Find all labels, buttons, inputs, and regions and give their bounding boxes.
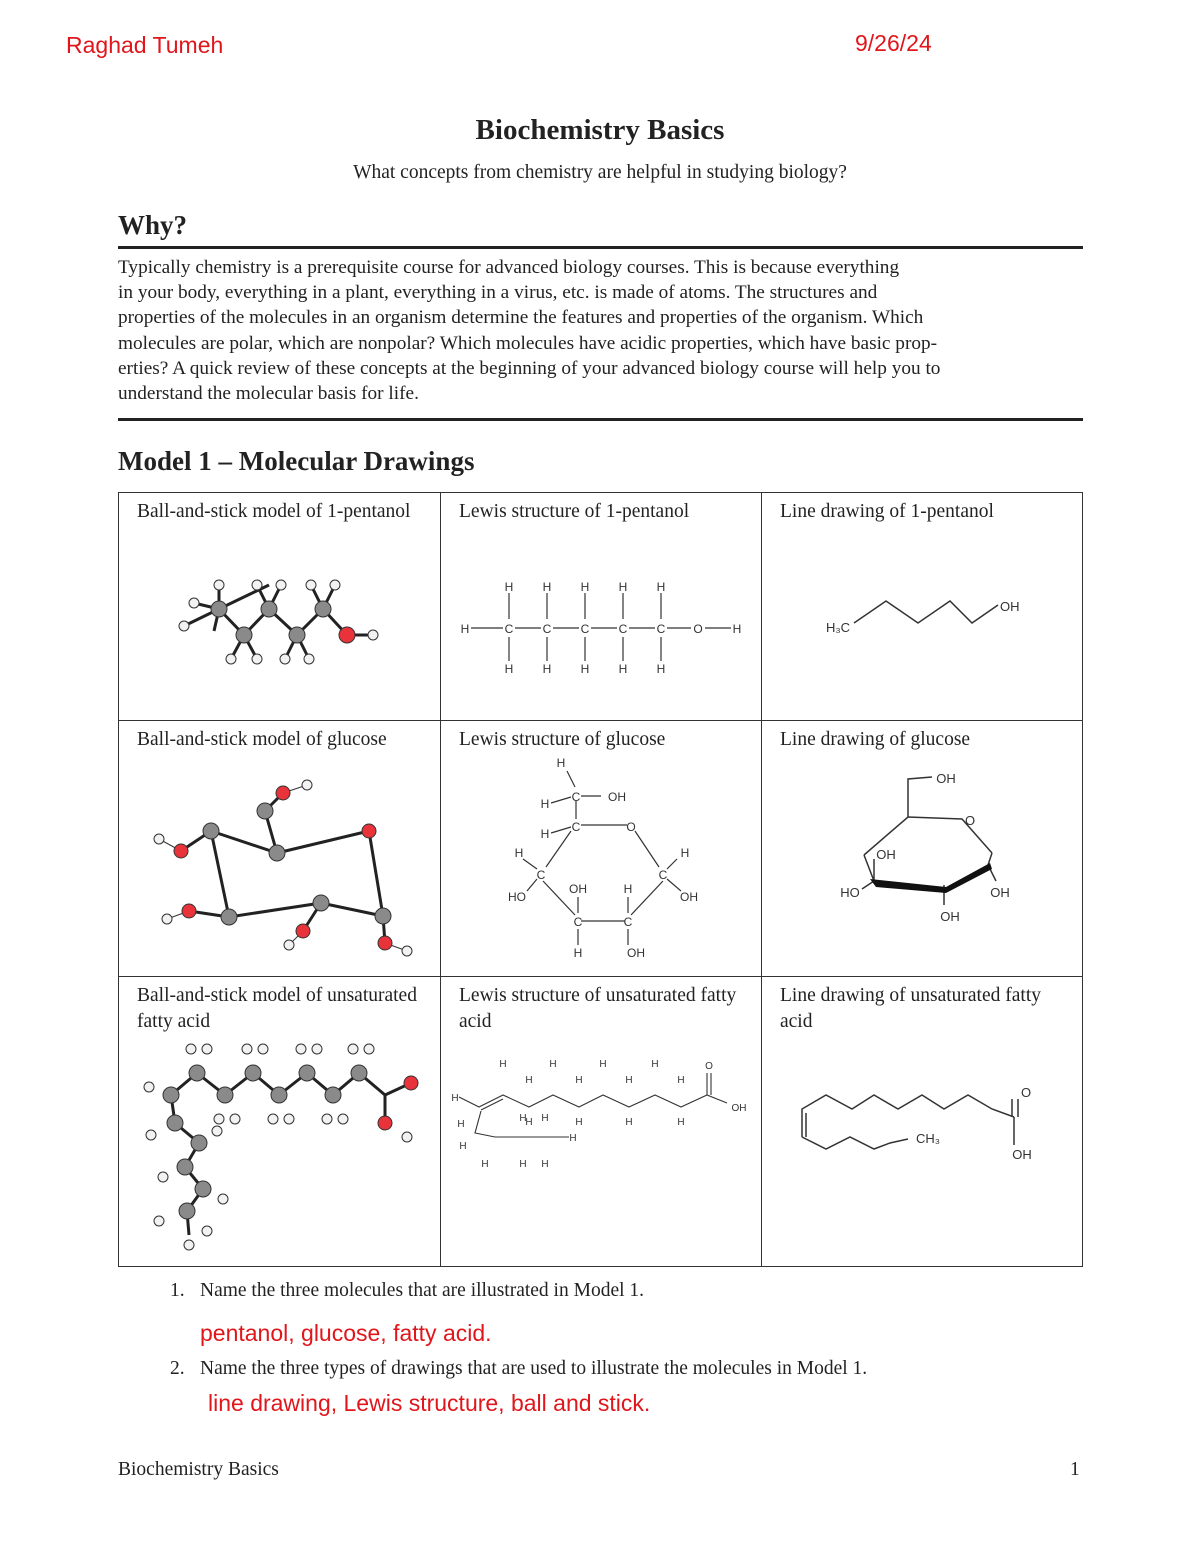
- atom-label-o: O: [964, 813, 976, 828]
- atom-label-h: H: [677, 1117, 685, 1128]
- atom-label-h: H: [542, 580, 552, 594]
- atom-label-c: C: [656, 622, 666, 636]
- page-subtitle: What concepts from chemistry are helpful in studying biology?: [353, 162, 847, 183]
- answer-1-annotation: pentanol, glucose, fatty acid.: [200, 1320, 492, 1346]
- atom-label-oh: OH: [1012, 1147, 1032, 1162]
- atom-label-h: H: [732, 622, 742, 636]
- glucose-line-diagram: [762, 721, 1083, 977]
- page-number: 1: [1070, 1459, 1080, 1480]
- atom-label-h: H: [540, 797, 550, 811]
- atom-label-h: H: [625, 1117, 633, 1128]
- cell-pentanol-ball-and-stick: [119, 493, 441, 721]
- fatty-acid-ball-and-stick-diagram: [119, 977, 441, 1267]
- atom-label-oh: OH: [940, 909, 960, 924]
- atom-label-h: H: [573, 946, 583, 960]
- cell-label: Line drawing of 1-pentanol: [780, 501, 994, 522]
- pentanol-line-diagram: [762, 493, 1083, 721]
- atom-label-h: H: [575, 1117, 583, 1128]
- atom-label-h: H: [618, 580, 628, 594]
- question-number: 2.: [170, 1358, 185, 1379]
- atom-label-h: H: [514, 846, 524, 860]
- atom-label-h: H: [459, 1141, 467, 1152]
- cell-label: Lewis structure of unsaturated fatty acid: [459, 985, 737, 1032]
- atom-label-h: H: [625, 1075, 633, 1086]
- atom-label-h: H: [525, 1117, 533, 1128]
- atom-label-ho: HO: [840, 885, 860, 900]
- atom-label-o: O: [705, 1061, 713, 1072]
- question-number: 1.: [170, 1280, 185, 1301]
- cell-fatty-acid-line-drawing: [762, 977, 1083, 1267]
- why-heading: Why?: [118, 210, 188, 240]
- why-line: in your body, everything in a plant, everything in a virus, etc. is made of atoms. The structures and: [118, 282, 878, 304]
- cell-pentanol-lewis: [441, 493, 762, 721]
- question-text: Name the three types of drawings that are used to illustrate the molecules in Model 1.: [200, 1358, 868, 1379]
- model-1-heading: Model 1 – Molecular Drawings: [118, 446, 475, 476]
- glucose-ball-and-stick-diagram: [119, 721, 441, 977]
- cell-label: Line drawing of glucose: [780, 729, 971, 750]
- atom-label-h: H: [677, 1075, 685, 1086]
- model-1-table: [118, 492, 1083, 1267]
- fatty-acid-lewis-diagram: [441, 977, 762, 1267]
- atom-label-o: O: [1020, 1085, 1032, 1100]
- fatty-acid-line-diagram: [762, 977, 1083, 1267]
- atom-label-oh: OH: [608, 790, 626, 804]
- atom-label-h: H: [460, 622, 470, 636]
- atom-label-h: H: [599, 1059, 607, 1070]
- atom-label-c: C: [658, 868, 668, 882]
- cell-glucose-lewis: [441, 721, 762, 977]
- atom-label-h: H: [499, 1059, 507, 1070]
- atom-label-o: O: [626, 820, 636, 834]
- date-annotation: 9/26/24: [855, 30, 932, 56]
- atom-label-h: H: [504, 580, 514, 594]
- cell-glucose-ball-and-stick: [119, 721, 441, 977]
- atom-label-o: O: [693, 622, 703, 636]
- atom-label-h: H: [481, 1159, 489, 1170]
- atom-label-c: C: [536, 868, 546, 882]
- atom-label-oh: OH: [627, 946, 645, 960]
- atom-label-h: H: [525, 1075, 533, 1086]
- atom-label-h: H: [618, 662, 628, 676]
- why-line: molecules are polar, which are nonpolar? Which molecules have acidic properties, which have basic prop-: [118, 332, 938, 354]
- glucose-lewis-diagram: [441, 721, 762, 977]
- cell-glucose-line-drawing: [762, 721, 1083, 977]
- atom-label-h: H: [656, 662, 666, 676]
- atom-label-oh: OH: [680, 890, 698, 904]
- why-line: properties of the molecules in an organism determine the features and properties of the organism. Which: [118, 307, 924, 329]
- atom-label-h: H: [575, 1075, 583, 1086]
- cell-label: Lewis structure of glucose: [459, 729, 666, 750]
- atom-label-c: C: [571, 820, 581, 834]
- atom-label-h: H: [680, 846, 690, 860]
- why-line: understand the molecular basis for life.: [118, 383, 419, 405]
- pentanol-lewis-diagram: [441, 493, 762, 721]
- atom-label-h: H: [580, 662, 590, 676]
- atom-label-h: H: [623, 882, 633, 896]
- cell-label: Ball-and-stick model of unsaturated fatty acid: [137, 985, 417, 1032]
- atom-label-c: C: [618, 622, 628, 636]
- page-title: Biochemistry Basics: [475, 114, 725, 146]
- atom-label-h: H: [656, 580, 666, 594]
- atom-label-h: H: [540, 827, 550, 841]
- atom-label-h: H: [580, 580, 590, 594]
- cell-label: Lewis structure of 1-pentanol: [459, 501, 690, 522]
- why-paragraph: [118, 255, 1083, 406]
- cell-fatty-acid-ball-and-stick: [119, 977, 441, 1267]
- atom-label-oh: OH: [1000, 599, 1020, 614]
- atom-label-h: H: [651, 1059, 659, 1070]
- atom-label-h: H: [519, 1113, 527, 1124]
- atom-label-h: H: [569, 1133, 577, 1144]
- section-divider: [118, 418, 1083, 421]
- question-text: Name the three molecules that are illustrated in Model 1.: [200, 1280, 645, 1301]
- atom-label-c: C: [623, 915, 633, 929]
- cell-fatty-acid-lewis: [441, 977, 762, 1267]
- question-1: [170, 1280, 644, 1302]
- atom-label-ho: HO: [508, 890, 526, 904]
- cell-label: Line drawing of unsaturated fatty acid: [780, 985, 1041, 1032]
- why-line: erties? A quick review of these concepts at the beginning of your advanced biology course will help you to: [118, 357, 941, 379]
- atom-label-oh: OH: [731, 1103, 747, 1114]
- question-2: [170, 1358, 867, 1380]
- pentanol-ball-and-stick-diagram: [119, 493, 441, 721]
- atom-label-c: C: [571, 790, 581, 804]
- atom-label-h: H: [457, 1119, 465, 1130]
- atom-label-h: H: [451, 1093, 459, 1104]
- atom-label-h: H: [542, 662, 552, 676]
- atom-label-c: C: [504, 622, 514, 636]
- cell-pentanol-line-drawing: [762, 493, 1083, 721]
- answer-2-annotation: line drawing, Lewis structure, ball and stick.: [208, 1390, 651, 1416]
- atom-label-c: C: [580, 622, 590, 636]
- atom-label-oh: OH: [936, 771, 956, 786]
- atom-label-c: C: [573, 915, 583, 929]
- atom-label-h3c: H₃C: [826, 620, 851, 635]
- footer-title: Biochemistry Basics: [118, 1459, 279, 1480]
- atom-label-c: C: [542, 622, 552, 636]
- student-name-annotation: Raghad Tumeh: [66, 32, 224, 58]
- section-divider: [118, 246, 1083, 249]
- atom-label-oh: OH: [990, 885, 1010, 900]
- atom-label-h: H: [556, 756, 566, 770]
- atom-label-ch3: CH₃: [915, 1131, 941, 1146]
- atom-label-h: H: [541, 1113, 549, 1124]
- atom-label-oh: OH: [876, 847, 896, 862]
- atom-label-h: H: [541, 1159, 549, 1170]
- why-line: Typically chemistry is a prerequisite course for advanced biology courses. This is because everything: [118, 257, 900, 278]
- atom-label-oh: OH: [569, 882, 587, 896]
- atom-label-h: H: [504, 662, 514, 676]
- atom-label-h: H: [549, 1059, 557, 1070]
- cell-label: Ball-and-stick model of 1-pentanol: [137, 501, 411, 522]
- atom-label-h: H: [519, 1159, 527, 1170]
- cell-label: Ball-and-stick model of glucose: [137, 729, 387, 750]
